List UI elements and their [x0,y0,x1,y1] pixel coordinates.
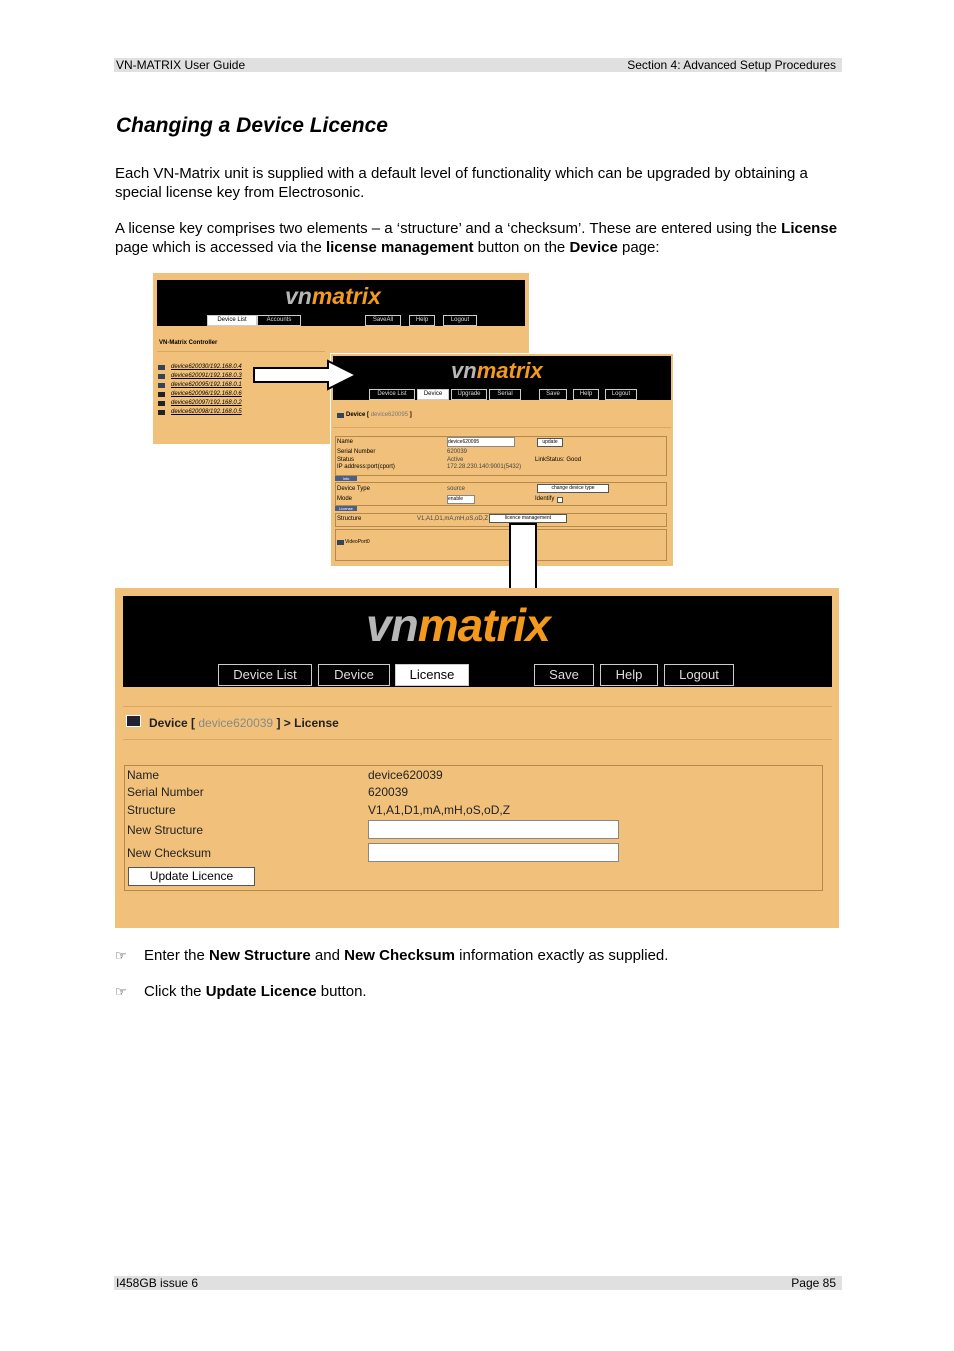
update-button[interactable]: update [537,438,563,447]
device-icon [158,374,165,379]
text: page which is accessed via the [115,239,326,256]
identify-checkbox[interactable] [557,497,563,503]
page-header [114,58,842,72]
new-checksum-label: New Checksum [127,846,212,860]
mode-label: Mode [337,496,353,502]
bold-new-checksum: New Checksum [344,947,455,964]
text: Click the [144,983,206,1000]
pointing-hand-icon: ☞ [115,984,127,999]
structure-value: V1,A1,D1,mA,mH,oS,oD,Z [368,803,511,817]
breadcrumb: Device [ device620095 ] [346,412,412,418]
header-left: VN-MATRIX User Guide [116,58,246,72]
device-icon [158,383,165,388]
brand-logo: vnmatrix [451,358,543,383]
instruction-2 [115,982,367,1001]
section-title: VN-Matrix Controller [159,340,218,346]
tab-help[interactable]: Help [573,389,599,400]
row-label: IP address:port(cport) [337,464,395,470]
device-icon [158,410,165,415]
device-link[interactable]: device620098/192.168.0.5 [171,409,242,415]
row-label: Name [337,439,354,445]
name-value: device620039 [368,768,443,782]
video-port-icon [337,540,344,545]
new-checksum-input[interactable] [368,843,619,862]
license-badge[interactable]: License [335,506,357,511]
tab-save[interactable]: Save [534,664,594,686]
device-link[interactable]: device620097/192.168.0.2 [171,400,242,406]
tab-saveall[interactable]: SaveAll [365,315,401,326]
device-link[interactable]: device620095/192.168.0.1 [171,382,242,388]
bold-license-management: license management [325,239,474,256]
license-paragraph [115,219,845,257]
tab-device-list[interactable]: Device List [369,389,415,400]
tab-device[interactable]: Device [318,664,390,686]
page-title: Changing a Device Licence [116,114,388,137]
footer-right: Page 85 [791,1276,836,1290]
structure-value: V1,A1,D1,mA,mH,oS,oD,Z [417,516,489,522]
device-link[interactable]: device620030/192.168.0.4 [171,364,242,370]
new-structure-label: New Structure [127,823,204,837]
type-group [335,482,667,506]
instruction-1 [115,946,668,965]
tab-logout[interactable]: Logout [664,664,734,686]
page-footer [114,1276,842,1290]
row-label: Status [337,457,355,463]
tab-logout[interactable]: Logout [443,315,477,326]
tab-serial[interactable]: Serial [489,389,521,400]
tab-device-list[interactable]: Device List [207,315,257,326]
bold-new-structure: New Structure [209,947,311,964]
divider [333,427,671,428]
tab-accounts[interactable]: Accounts [257,315,301,326]
bold-device: Device [569,239,618,256]
device-icon [158,365,165,370]
text: button. [316,983,367,1000]
right-arrow-icon [252,359,362,391]
tab-help[interactable]: Help [409,315,435,326]
tab-logout[interactable]: Logout [605,389,637,400]
screenshot-license-page [115,588,839,928]
serial-number-label: Serial Number [127,785,204,799]
text: Enter the [144,947,210,964]
licence-management-button[interactable]: licence management [489,514,567,523]
device-icon [158,392,165,397]
name-label: Name [127,768,160,782]
tab-save[interactable]: Save [539,389,567,400]
header-right: Section 4: Advanced Setup Procedures [627,58,836,72]
brand-logo: vnmatrix [285,283,381,309]
text: and [310,947,345,964]
logo-banner [333,356,671,400]
device-link[interactable]: device620091/192.168.0.3 [171,373,242,379]
info-badge[interactable]: Info [335,476,357,481]
divider [123,706,832,707]
bold-update-licence: Update Licence [205,983,317,1000]
structure-label: Structure [337,516,362,522]
update-licence-button[interactable]: Update Licence [128,867,255,886]
text: page: [617,239,660,256]
identify-label: Identify [535,496,555,502]
divider [123,739,832,740]
device-type-label: Device Type [337,486,370,492]
mode-select[interactable]: enable [447,495,475,504]
logo-banner [123,596,832,687]
new-structure-input[interactable] [368,820,619,839]
tab-license[interactable]: License [395,664,469,686]
tab-device-list[interactable]: Device List [218,664,312,686]
device-link[interactable]: device620096/192.168.0.6 [171,391,242,397]
row-label: Serial Number [337,449,376,455]
change-device-type-button[interactable]: change device type [537,484,609,493]
name-input[interactable]: device620095 [447,437,515,447]
tab-device[interactable]: Device [417,389,449,400]
tab-upgrade[interactable]: Upgrade [451,389,487,400]
row-value: 172.28.230.140:9001(5432) [447,464,522,470]
pointing-hand-icon: ☞ [115,948,127,963]
video-port-label: VideoPort0 [345,539,370,545]
divider [157,351,325,352]
text: information exactly as supplied. [455,947,669,964]
structure-label: Structure [127,803,176,817]
device-icon [337,413,344,418]
device-icon [158,401,165,406]
footer-left: I458GB issue 6 [116,1276,199,1290]
text: button on the [473,239,570,256]
text: A license key comprises two elements – a ‘structure’ and a ‘checksum’. These are entered using the [115,220,782,237]
device-type-value: source [447,486,466,492]
row-value: 620039 [447,449,468,455]
bold-license: License [781,220,838,237]
logo-banner [157,280,525,326]
link-status: LinkStatus: Good [535,457,582,463]
brand-logo: vnmatrix [366,599,550,651]
device-icon [126,715,141,727]
intro-paragraph: Each VN-Matrix unit is supplied with a default level of functionality which can be upgraded by obtaining a special license key from Electrosonic. [115,165,808,201]
tab-help[interactable]: Help [600,664,658,686]
breadcrumb: Device [ device620039 ] > License [149,716,339,730]
serial-number-value: 620039 [368,785,409,799]
row-value: Active [447,457,464,463]
